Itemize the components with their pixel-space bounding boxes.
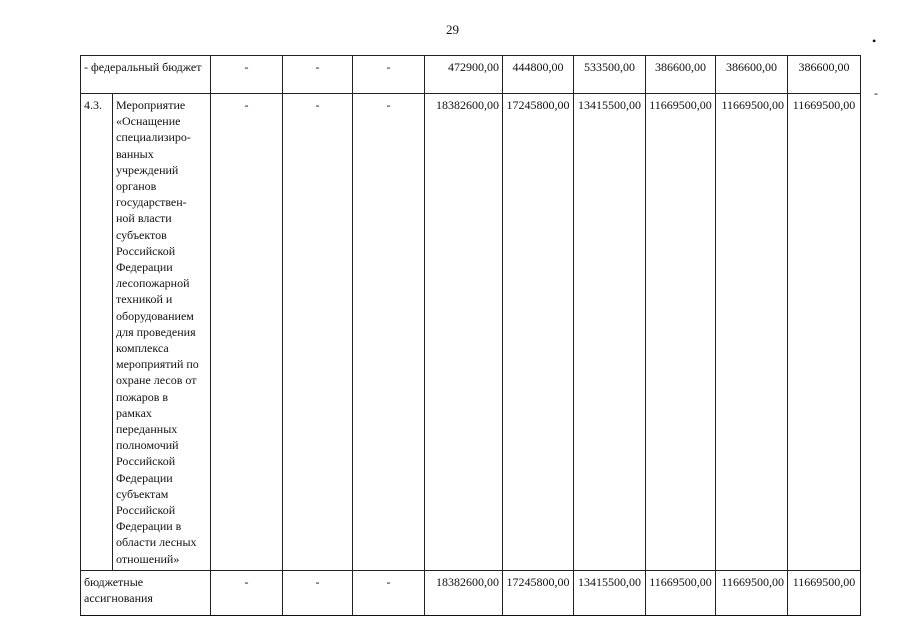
cell: -	[353, 570, 425, 615]
label-line: оборудованием	[116, 308, 194, 323]
label-line: субъектам	[116, 486, 169, 501]
table-row-federal-budget	[81, 56, 861, 94]
value-cell: 11669500,00	[788, 94, 861, 571]
value-cell: 17245800,00	[503, 94, 574, 571]
label-line: Федерации	[116, 470, 173, 485]
label-line: пожаров в	[116, 389, 169, 404]
value-cell: 18382600,00	[425, 94, 503, 571]
label-line: Российской	[116, 503, 176, 518]
value-cell: 472900,00	[425, 56, 503, 94]
cell: -	[211, 94, 283, 571]
value-cell: 11669500,00	[646, 570, 716, 615]
label-line: Российской	[116, 243, 176, 258]
row-label	[113, 94, 211, 571]
label-line: мероприятий по	[116, 357, 199, 372]
value-cell: 533500,00	[574, 56, 646, 94]
value-cell: 386600,00	[788, 56, 861, 94]
label-line: ной власти	[116, 211, 172, 226]
row-number: 4.3.	[81, 94, 113, 571]
page-number: 29	[446, 22, 459, 37]
table-row-4-3	[81, 94, 861, 571]
value-cell: 11669500,00	[646, 94, 716, 571]
label-line: Мероприятие	[116, 98, 186, 112]
label-line: техникой и	[116, 292, 173, 307]
value-cell: 13415500,00	[574, 94, 646, 571]
label-line: рамках	[116, 405, 152, 420]
value-cell: 386600,00	[716, 56, 788, 94]
value-cell: 444800,00	[503, 56, 574, 94]
scan-mark: •	[872, 34, 877, 48]
label-line: области лесных	[116, 535, 197, 550]
cell: -	[353, 94, 425, 571]
table-row-budget-allocations	[81, 570, 861, 615]
cell: -	[211, 570, 283, 615]
cell: -	[283, 94, 353, 571]
cell: -	[353, 56, 425, 94]
label-line: «Оснащение	[116, 114, 181, 129]
value-cell: 17245800,00	[503, 570, 574, 615]
label-line: отношений»	[116, 551, 180, 566]
budget-table	[80, 55, 861, 616]
cell: -	[211, 56, 283, 94]
label-line: специализиро-	[116, 130, 191, 145]
label-line: учреждений	[116, 162, 179, 177]
label-line: Российской	[116, 454, 176, 469]
label-line: охране лесов от	[116, 373, 197, 388]
cell: -	[283, 570, 353, 615]
label-line: комплекса	[116, 341, 169, 356]
row-label: - федеральный бюджет	[81, 56, 211, 94]
label-line: лесопожарной	[116, 276, 190, 291]
label-line: для проведения	[116, 324, 196, 339]
value-cell: 18382600,00	[425, 570, 503, 615]
label-line: Федерации в	[116, 519, 182, 534]
value-cell: 386600,00	[646, 56, 716, 94]
row-label: бюджетные ассигнования	[81, 570, 211, 615]
scan-mark: -	[874, 86, 878, 100]
label-line: субъектов	[116, 227, 167, 242]
label-line: ванных	[116, 146, 154, 161]
label-line: переданных	[116, 422, 178, 437]
label-line: государствен-	[116, 195, 187, 210]
label-line: полномочий	[116, 438, 179, 453]
label-line: органов	[116, 179, 157, 194]
cell: -	[283, 56, 353, 94]
label-line: Федерации	[116, 260, 173, 275]
value-cell: 11669500,00	[716, 570, 788, 615]
value-cell: 11669500,00	[788, 570, 861, 615]
value-cell: 13415500,00	[574, 570, 646, 615]
value-cell: 11669500,00	[716, 94, 788, 571]
